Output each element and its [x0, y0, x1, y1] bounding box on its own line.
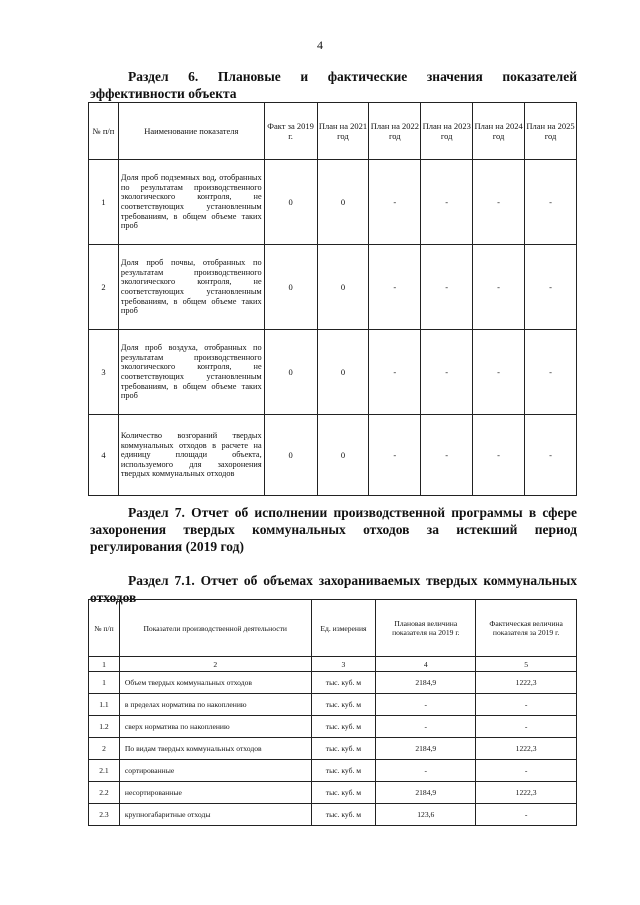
row-plan-2025: -: [525, 245, 577, 330]
row-plan-2025: -: [525, 330, 577, 415]
header-unit: Ед. измерения: [311, 600, 376, 657]
row-plan-2023: -: [421, 245, 473, 330]
row-unit: тыс. куб. м: [311, 716, 376, 738]
table-row: [89, 738, 577, 760]
header-plan-2023: План на 2023 год: [421, 103, 473, 160]
row-unit: тыс. куб. м: [311, 782, 376, 804]
column-index: 3: [311, 657, 376, 672]
row-plan-2022: -: [369, 330, 421, 415]
row-indicator: несортированные: [119, 782, 311, 804]
column-index: 4: [376, 657, 476, 672]
row-name: Количество возгораний твердых коммунальных отходов в расчете на единицу площади объекта, используемого для захоронения твердых коммунальных отходов: [118, 415, 264, 496]
row-plan-2024: -: [473, 330, 525, 415]
row-plan-2021: 0: [317, 245, 369, 330]
row-name: Доля проб воздуха, отобранных по результатам производственного экологического контроля, не соответствующих установленным требованиям, в общем объеме таких проб: [118, 330, 264, 415]
row-fact-2019: 0: [264, 245, 317, 330]
row-plan-2023: -: [421, 330, 473, 415]
row-unit: тыс. куб. м: [311, 738, 376, 760]
table-row: [89, 160, 577, 245]
row-fact: -: [476, 694, 577, 716]
table-row: [89, 245, 577, 330]
waste-volumes-table: [88, 599, 577, 826]
header-num: № п/п: [89, 600, 120, 657]
row-num: 4: [89, 415, 119, 496]
row-unit: тыс. куб. м: [311, 804, 376, 826]
header-num: № п/п: [89, 103, 119, 160]
table-row: [89, 760, 577, 782]
column-index: 2: [119, 657, 311, 672]
row-fact: 1222,3: [476, 782, 577, 804]
row-num: 2.1: [89, 760, 120, 782]
header-indicator: Показатели производственной деятельности: [119, 600, 311, 657]
column-index: 1: [89, 657, 120, 672]
table-row: [89, 716, 577, 738]
row-name: Доля проб подземных вод, отобранных по результатам производственного экологического контроля, не соответствующих установленным требованиям, в общем объеме таких проб: [118, 160, 264, 245]
row-name: Доля проб почвы, отобранных по результатам производственного экологического контроля, не соответствующих установленным требованиям, в общем объеме таких проб: [118, 245, 264, 330]
header-plan-2021: План на 2021 год: [317, 103, 369, 160]
row-plan: 2184,9: [376, 738, 476, 760]
column-index-row: [89, 657, 577, 672]
row-plan: 2184,9: [376, 672, 476, 694]
row-indicator: в пределах норматива по накоплению: [119, 694, 311, 716]
row-plan: -: [376, 694, 476, 716]
row-fact: -: [476, 804, 577, 826]
row-plan-2024: -: [473, 160, 525, 245]
row-plan-2025: -: [525, 160, 577, 245]
row-plan-2023: -: [421, 415, 473, 496]
row-fact: -: [476, 716, 577, 738]
page-number: 4: [317, 38, 323, 52]
row-plan: -: [376, 716, 476, 738]
row-fact: 1222,3: [476, 672, 577, 694]
header-fact: Фактическая величина показателя за 2019 г.: [476, 600, 577, 657]
table-header-row: [89, 600, 577, 657]
header-fact-2019: Факт за 2019 г.: [264, 103, 317, 160]
row-indicator: крупногабаритные отходы: [119, 804, 311, 826]
row-num: 3: [89, 330, 119, 415]
table-row: [89, 804, 577, 826]
row-plan-2022: -: [369, 245, 421, 330]
table-row: [89, 415, 577, 496]
row-plan-2024: -: [473, 415, 525, 496]
row-indicator: сортированные: [119, 760, 311, 782]
row-indicator: Объем твердых коммунальных отходов: [119, 672, 311, 694]
row-plan-2024: -: [473, 245, 525, 330]
row-num: 2.2: [89, 782, 120, 804]
row-plan-2025: -: [525, 415, 577, 496]
row-plan-2023: -: [421, 160, 473, 245]
header-plan: Плановая величина показателя на 2019 г.: [376, 600, 476, 657]
row-plan: 2184,9: [376, 782, 476, 804]
section-6-title: Раздел 6. Плановые и фактические значения показателей эффективности объекта: [90, 69, 577, 101]
row-fact: 1222,3: [476, 738, 577, 760]
row-indicator: сверх норматива по накоплению: [119, 716, 311, 738]
table-row: [89, 672, 577, 694]
row-plan-2021: 0: [317, 415, 369, 496]
table-row: [89, 330, 577, 415]
row-unit: тыс. куб. м: [311, 694, 376, 716]
row-unit: тыс. куб. м: [311, 760, 376, 782]
row-plan: 123,6: [376, 804, 476, 826]
section-7-1-title: Раздел 7.1. Отчет об объемах захораниваемых твердых коммунальных отходов: [90, 573, 577, 605]
table-row: [89, 782, 577, 804]
row-num: 1.2: [89, 716, 120, 738]
row-num: 1: [89, 160, 119, 245]
row-plan: -: [376, 760, 476, 782]
row-num: 1: [89, 672, 120, 694]
table-row: [89, 694, 577, 716]
row-indicator: По видам твердых коммунальных отходов: [119, 738, 311, 760]
row-num: 2: [89, 738, 120, 760]
row-fact: -: [476, 760, 577, 782]
column-index: 5: [476, 657, 577, 672]
row-plan-2022: -: [369, 160, 421, 245]
row-fact-2019: 0: [264, 160, 317, 245]
row-num: 2.3: [89, 804, 120, 826]
section-7-title: Раздел 7. Отчет об исполнении производственной программы в сфере захоронения твердых коммунальных отходов за истекший период регулирования (2019 год): [90, 505, 577, 554]
table-header-row: [89, 103, 577, 160]
row-plan-2022: -: [369, 415, 421, 496]
header-name: Наименование показателя: [118, 103, 264, 160]
row-fact-2019: 0: [264, 330, 317, 415]
row-plan-2021: 0: [317, 330, 369, 415]
header-plan-2025: План на 2025 год: [525, 103, 577, 160]
header-plan-2024: План на 2024 год: [473, 103, 525, 160]
row-plan-2021: 0: [317, 160, 369, 245]
efficiency-indicators-table: [88, 102, 577, 496]
header-plan-2022: План на 2022 год: [369, 103, 421, 160]
row-num: 1.1: [89, 694, 120, 716]
row-unit: тыс. куб. м: [311, 672, 376, 694]
row-fact-2019: 0: [264, 415, 317, 496]
row-num: 2: [89, 245, 119, 330]
